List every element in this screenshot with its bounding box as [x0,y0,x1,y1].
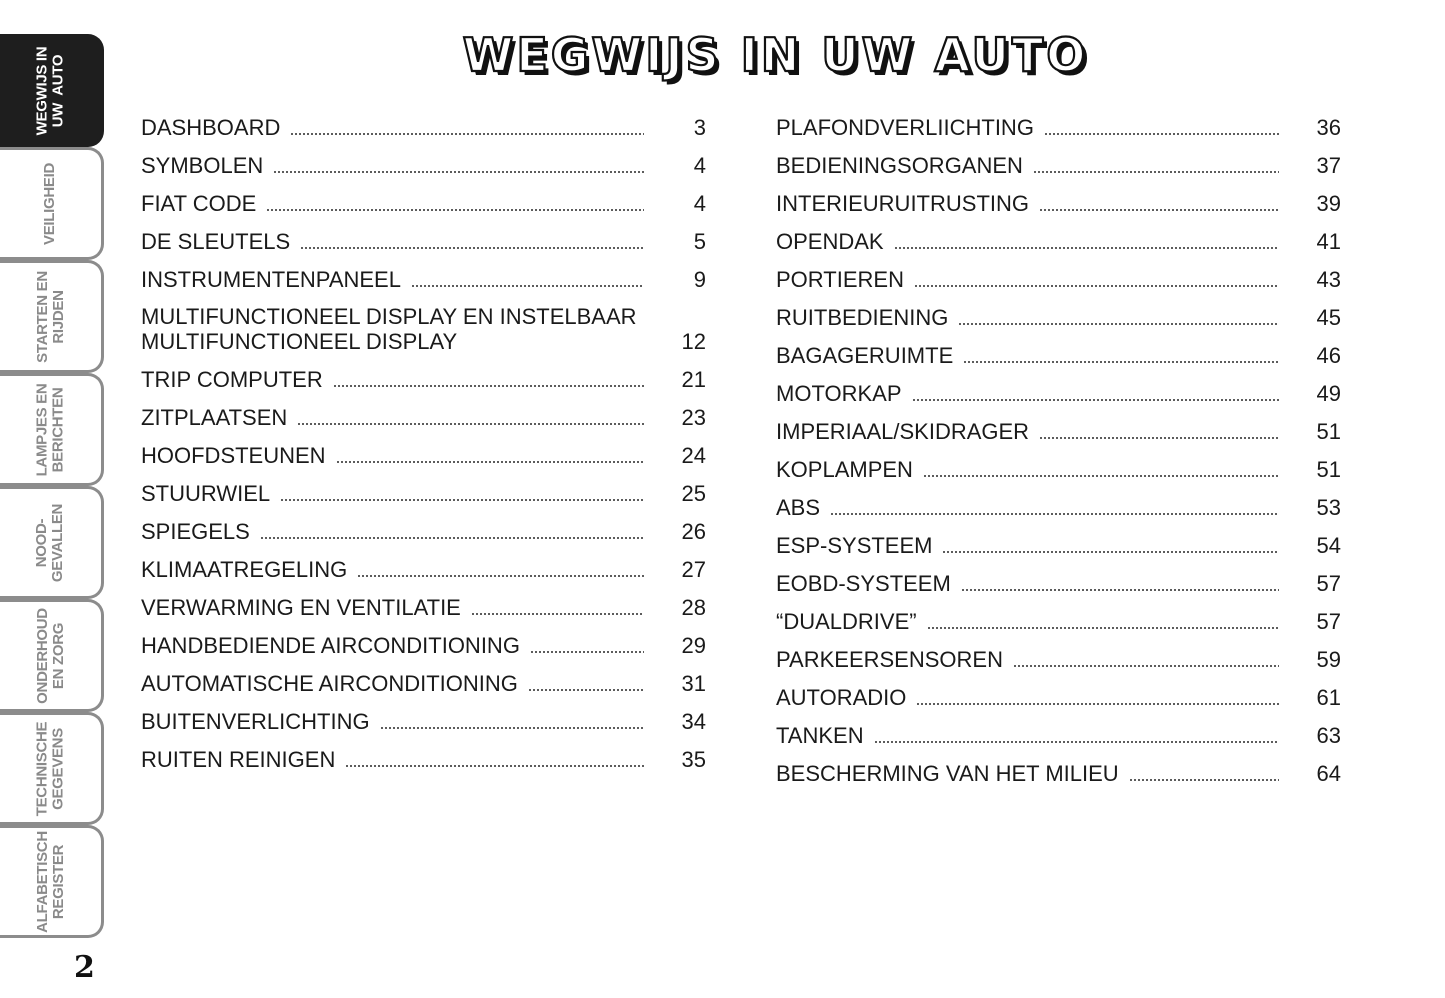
toc-entry-page: 31 [681,671,706,696]
toc-entry-title: TANKEN [776,723,864,748]
toc-entry-page: 36 [1316,115,1341,140]
toc-entry-title: STUURWIEL [141,481,271,506]
toc-entry-page: 26 [681,519,706,544]
toc-entry-page: 41 [1316,229,1341,254]
toc-entry-title: IMPERIAAL/SKIDRAGER [776,419,1030,444]
toc-entry-page: 64 [1316,761,1341,786]
toc-entry-title: INTERIEURUITRUSTING [776,191,1029,216]
section-tab-label: TECHNISCHE GEGEVENS [33,721,67,816]
toc-entry-page: 46 [1316,343,1341,368]
toc-left-column [141,106,706,776]
toc-entry-title: ABS [776,495,821,520]
toc-entry-page: 34 [681,709,706,734]
section-tab[interactable] [0,712,104,825]
toc-entry-title: ESP-SYSTEEM [776,533,933,558]
toc-entry[interactable] [776,182,1341,220]
toc-entry[interactable] [776,106,1341,144]
toc-entry-page: 28 [681,595,706,620]
dot-leader [336,461,644,463]
dot-leader [961,589,1279,591]
dot-leader [912,399,1279,401]
toc-entry-title: KLIMAATREGELING [141,557,348,582]
toc-entry-page: 24 [681,443,706,468]
dot-leader [300,247,644,249]
dot-leader [1129,779,1279,781]
dot-leader [333,385,644,387]
dot-leader [942,551,1279,553]
dot-leader [273,171,644,173]
page-title: WEGWIJS IN UW AUTO [462,28,1089,82]
dot-leader [963,361,1279,363]
dot-leader [280,499,644,501]
toc-entry[interactable] [776,714,1341,752]
dot-leader [1039,437,1279,439]
toc-entry-title: KOPLAMPEN [776,457,913,482]
toc-entry-page: 4 [693,191,706,216]
toc-entry-title: INSTRUMENTENPANEEL [141,267,401,292]
toc-entry-page: 25 [681,481,706,506]
dot-leader [290,133,644,135]
toc-entry-page: 45 [1316,305,1341,330]
toc-entry[interactable] [141,586,706,624]
toc-entry-page: 27 [681,557,706,582]
toc-entry[interactable] [141,738,706,776]
toc-entry-page: 57 [1316,571,1341,596]
toc-entry[interactable] [776,524,1341,562]
toc-entry-title: BUITENVERLICHTING [141,709,370,734]
toc-entry-page: 59 [1316,647,1341,672]
toc-entry-title: MOTORKAP [776,381,902,406]
toc-entry-title: BEDIENINGSORGANEN [776,153,1023,178]
toc-entry-page: 54 [1316,533,1341,558]
section-tab-label: WEGWIJS IN UW AUTO [33,46,67,135]
dot-leader [874,741,1279,743]
toc-entry-page: 37 [1316,153,1341,178]
toc-entry[interactable] [141,106,706,144]
dot-leader [380,727,644,729]
toc-entry-title: OPENDAK [776,229,884,254]
toc-entry-title: SPIEGELS [141,519,250,544]
toc-entry-title: BAGAGERUIMTE [776,343,954,368]
toc-entry-title: “DUALDRIVE” [776,609,917,634]
dot-leader [1033,171,1279,173]
dot-leader [297,423,644,425]
dot-leader [345,765,644,767]
toc-entry-page: 35 [681,747,706,772]
toc-entry-title: ZITPLAATSEN [141,405,288,430]
section-tab[interactable] [0,260,104,373]
section-tab-label: ALFABETISCH REGISTER [33,830,67,933]
section-tab[interactable] [0,147,104,260]
section-tab[interactable] [0,599,104,712]
section-tab-label: VEILIGHEID [41,162,59,245]
dot-leader [958,323,1279,325]
section-tab-label: ONDERHOUD EN ZORG [33,607,67,704]
toc-entry-title: VERWARMING EN VENTILATIE [141,595,461,620]
toc-entry-page: 49 [1316,381,1341,406]
toc-entry-title: AUTOMATISCHE AIRCONDITIONING [141,671,518,696]
dot-leader [471,613,644,615]
toc-entry[interactable] [141,144,706,182]
toc-entry-page: 51 [1316,419,1341,444]
toc-entry-title: EOBD-SYSTEEM [776,571,951,596]
section-tab-label: LAMPJES EN BERICHTEN [33,383,67,476]
toc-entry-title: HANDBEDIENDE AIRCONDITIONING [141,633,520,658]
toc-entry[interactable] [776,144,1341,182]
toc-entry[interactable] [141,182,706,220]
toc-entry[interactable] [141,700,706,738]
toc-entry-title: SYMBOLEN [141,153,264,178]
section-tab-label: NOOD- GEVALLEN [33,503,67,582]
toc-entry[interactable] [776,372,1341,410]
toc-entry-page: 12 [681,329,706,354]
toc-entry[interactable] [141,358,706,396]
page-number: 2 [74,950,95,985]
toc-entry-page: 57 [1316,609,1341,634]
toc-entry-page: 5 [693,229,706,254]
dot-leader [528,689,644,691]
toc-entry[interactable] [141,510,706,548]
toc-right-column [776,106,1341,790]
toc-entry[interactable] [141,624,706,662]
dot-leader [411,285,644,287]
toc-entry-title: DASHBOARD [141,115,281,140]
toc-entry[interactable] [141,662,706,700]
dot-leader [914,285,1279,287]
dot-leader [830,513,1279,515]
toc-entry-page: 3 [693,115,706,140]
toc-entry[interactable] [776,600,1341,638]
toc-entry-title: TRIP COMPUTER [141,367,323,392]
toc-entry-title: FIAT CODE [141,191,257,216]
dot-leader [1039,209,1279,211]
toc-entry-page: 43 [1316,267,1341,292]
toc-entry[interactable] [776,258,1341,296]
section-tab[interactable] [0,825,104,938]
toc-entry-title: AUTORADIO [776,685,907,710]
dot-leader [357,575,644,577]
toc-entry-page: 51 [1316,457,1341,482]
section-tab[interactable] [0,486,104,599]
toc-entry[interactable] [776,752,1341,790]
toc-entry-page: 21 [681,367,706,392]
dot-leader [923,475,1279,477]
dot-leader [1044,133,1279,135]
toc-entry-title: MULTIFUNCTIONEEL DISPLAY EN INSTELBAAR MULTIFUNCTIONEEL DISPLAY [141,304,637,354]
toc-entry[interactable] [776,676,1341,714]
toc-entry[interactable] [776,562,1341,600]
toc-entry-title: RUITBEDIENING [776,305,949,330]
toc-entry-title: PORTIEREN [776,267,904,292]
section-tab-label: STARTEN EN RIJDEN [33,270,67,363]
toc-entry-page: 23 [681,405,706,430]
toc-entry[interactable] [776,410,1341,448]
toc-entry-title: PLAFONDVERLIICHTING [776,115,1034,140]
toc-entry[interactable] [141,472,706,510]
toc-entry-page: 61 [1316,685,1341,710]
dot-leader [927,627,1279,629]
toc-entry-title: DE SLEUTELS [141,229,291,254]
dot-leader [266,209,644,211]
dot-leader [916,703,1279,705]
toc-entry-page: 39 [1316,191,1341,216]
toc-entry[interactable] [141,258,706,296]
toc-entry-title: PARKEERSENSOREN [776,647,1003,672]
toc-entry-title: HOOFDSTEUNEN [141,443,326,468]
toc-entry[interactable] [141,548,706,586]
toc-entry-page: 63 [1316,723,1341,748]
toc-entry[interactable] [141,396,706,434]
toc-entry-title: BESCHERMING VAN HET MILIEU [776,761,1119,786]
toc-entry[interactable] [141,296,706,358]
toc-entry[interactable] [776,486,1341,524]
toc-entry-page: 29 [681,633,706,658]
toc-entry[interactable] [776,220,1341,258]
toc-entry[interactable] [776,638,1341,676]
dot-leader [894,247,1279,249]
toc-entry[interactable] [776,334,1341,372]
dot-leader [1013,665,1279,667]
section-tabs [0,34,106,938]
toc-entry-page: 9 [693,267,706,292]
toc-entry-title: RUITEN REINIGEN [141,747,336,772]
toc-entry[interactable] [776,296,1341,334]
toc-entry[interactable] [141,434,706,472]
toc-entry[interactable] [776,448,1341,486]
toc-entry-page: 53 [1316,495,1341,520]
dot-leader [530,651,644,653]
section-tab[interactable] [0,373,104,486]
toc-entry-page: 4 [693,153,706,178]
dot-leader [260,537,644,539]
toc-entry[interactable] [141,220,706,258]
